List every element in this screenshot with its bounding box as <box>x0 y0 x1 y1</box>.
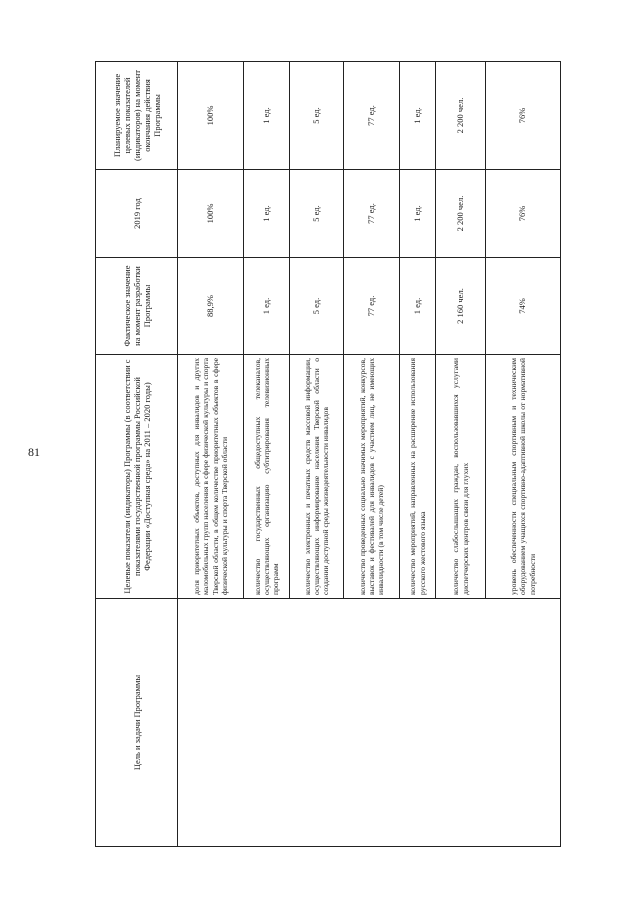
header-planned: Планируемое значение целевых показателей (индикаторов) на момент окончания действия Программы <box>96 62 178 170</box>
year2019-cell: 76% <box>486 170 561 258</box>
table-row <box>178 62 244 847</box>
year2019-cell: 5 ед. <box>290 170 344 258</box>
year2019-cell: 77 ед. <box>344 170 400 258</box>
rotated-table-wrapper <box>95 62 560 847</box>
goal-cell <box>178 599 561 847</box>
header-goal: Цель и задачи Программы <box>96 599 178 847</box>
indicator-cell: уровень обеспеченности специальным спортивным и техническим оборудованием учащихся спортивно-адаптивной школы от нормативной потребности <box>486 355 561 599</box>
planned-cell: 2 200 чел. <box>436 62 486 170</box>
year2019-cell: 100% <box>178 170 244 258</box>
indicator-cell: количество слабослышащих граждан, воспользовавшихся услугами диспетчерских центров связи для глухих <box>436 355 486 599</box>
indicator-cell: количество мероприятий, направленных на расширение использования русского жестового языка <box>400 355 436 599</box>
year2019-cell: 1 ед. <box>400 170 436 258</box>
planned-cell: 1 ед. <box>400 62 436 170</box>
page-number: 81 <box>28 445 40 459</box>
actual-cell: 77 ед. <box>344 258 400 355</box>
table-header-row <box>96 62 178 847</box>
year2019-cell: 2 200 чел. <box>436 170 486 258</box>
header-actual: Фактическое значение на момент разработки Программы <box>96 258 178 355</box>
actual-cell: 1 ед. <box>400 258 436 355</box>
indicator-cell: доля приоритетных объектов, доступных для инвалидов и других маломобильных групп населения в сфере физической культуры и спорта Тверской области, в общем количестве приоритетных объектов в сфере физической культуры и спорта Тверской области <box>178 355 244 599</box>
planned-cell: 100% <box>178 62 244 170</box>
indicator-cell: количество электронных и печатных средств массовой информации, осуществляющих информирование населения Тверской области о создании доступной среды жизнедеятельности инвалидов <box>290 355 344 599</box>
actual-cell: 74% <box>486 258 561 355</box>
planned-cell: 77 ед. <box>344 62 400 170</box>
header-2019: 2019 год <box>96 170 178 258</box>
planned-cell: 1 ед. <box>244 62 290 170</box>
header-indicators: Целевые показатели (индикаторы) Программы (в соответствии с показателями государственной программы Российской Федерации «Доступная среда» на 2011 – 2020 годы) <box>96 355 178 599</box>
indicator-cell: количество государственных общедоступных телеканалов, осуществляющих организацию субтитрирования телевизионных программ <box>244 355 290 599</box>
planned-cell: 76% <box>486 62 561 170</box>
actual-cell: 5 ед. <box>290 258 344 355</box>
actual-cell: 88,9% <box>178 258 244 355</box>
indicators-table <box>95 61 561 847</box>
planned-cell: 5 ед. <box>290 62 344 170</box>
indicator-cell: количество проведенных социально значимых мероприятий, конкурсов, выставок и фестивалей для инвалидов с участием лиц, не имеющих инвалидности (в том числе детей) <box>344 355 400 599</box>
year2019-cell: 1 ед. <box>244 170 290 258</box>
actual-cell: 2 160 чел. <box>436 258 486 355</box>
actual-cell: 1 ед. <box>244 258 290 355</box>
